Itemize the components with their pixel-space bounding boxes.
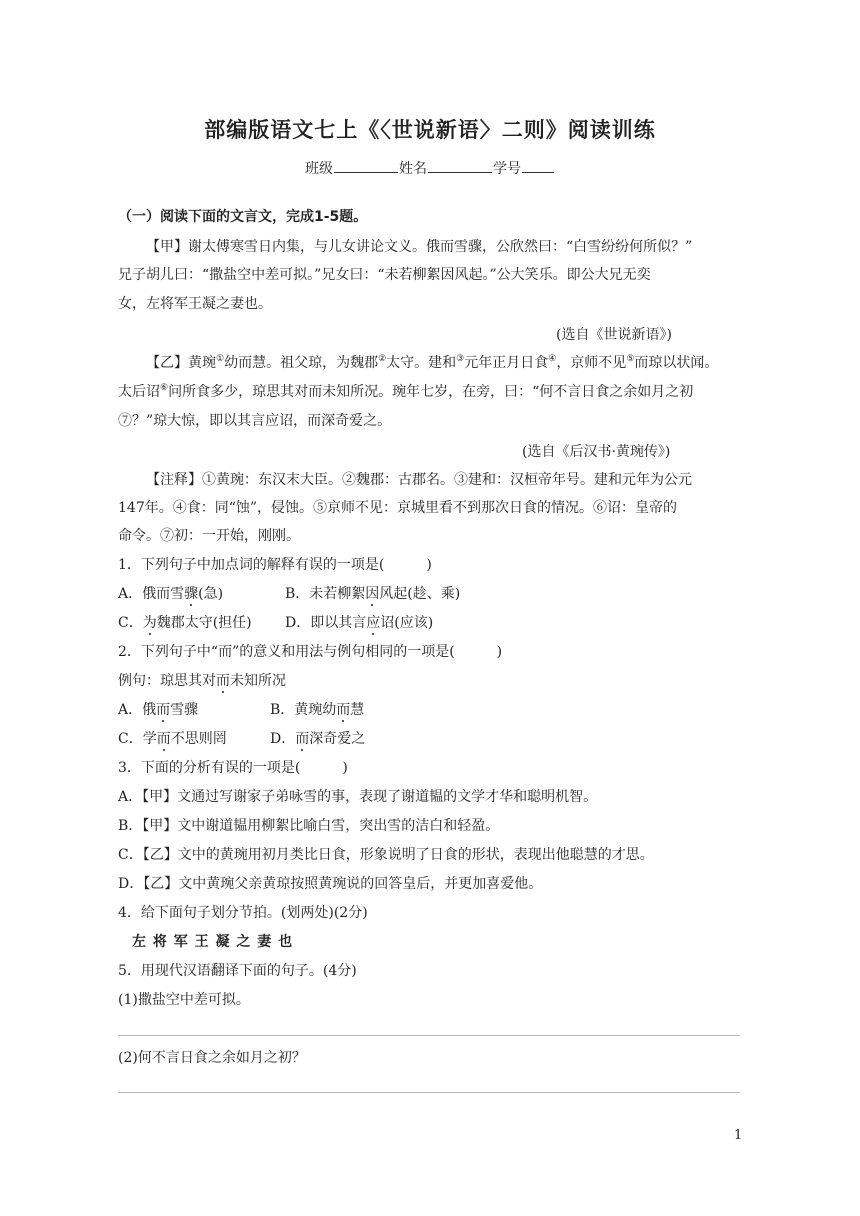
question-5-stem: 5．用现代汉语翻译下面的句子。(4分)	[118, 963, 357, 979]
note-marker: ①	[216, 354, 225, 364]
dotted-word: 而	[216, 673, 230, 689]
question-2-example	[118, 671, 286, 691]
question-3-option-d[interactable]: D．【乙】文中黄琬父亲黄琼按照黄琬说的回答皇后，并更加喜爱他。	[118, 876, 543, 892]
text-run: 未知所况	[230, 673, 286, 689]
question-2-option-b[interactable]	[270, 700, 364, 720]
text-run: B．黄琬幼	[270, 702, 337, 718]
question-3-option-a[interactable]: A．【甲】文通过写谢家子弟咏雪的事，表现了谢道韫的文学才华和聪明机智。	[118, 789, 598, 805]
dotted-word: 而	[295, 731, 310, 747]
passage-yi-source: (选自《后汉书·黄琬传》)	[522, 444, 671, 460]
text-run: D．即以其言	[285, 615, 367, 631]
question-2-stem: 2．下列句子中“而”的意义和用法与例句相同的一项是( )	[118, 644, 503, 660]
notes-line: 147年。④食：同“蚀”，侵蚀。⑤京师不见：京城里看不到那次日食的情况。⑥诏：皇帝的	[118, 500, 678, 516]
question-2-option-c[interactable]	[118, 729, 227, 749]
question-2-option-d[interactable]	[270, 729, 365, 749]
answer-line[interactable]	[118, 1035, 740, 1036]
question-1-stem: 1．下列句子中加点词的解释有误的一项是( )	[118, 557, 432, 573]
question-4-sentence[interactable]: 左 将 军 王 凝 之 妻 也	[132, 934, 294, 950]
note-marker: ③	[456, 354, 465, 364]
passage-jia-line: 女，左将军王凝之妻也。	[118, 296, 272, 312]
passage-jia-line: 【甲】谢太傅寒雪日内集，与儿女讲论文义。俄而雪骤，公欣然曰：“白雪纷纷何所似？”	[146, 239, 693, 255]
class-label: 班级	[305, 161, 333, 177]
passage-jia-line: 兄子胡儿曰：“撒盐空中差可拟。”兄女曰：“未若柳絮因风起。”公大笑乐。即公大兄无奕	[118, 267, 651, 283]
text-run: 魏郡太守(担任)	[156, 615, 252, 631]
question-1-option-a[interactable]	[118, 584, 223, 604]
question-3-option-c[interactable]: C．【乙】文中的黄琬用初月类比日食，形象说明了日食的形状，表现出他聪慧的才思。	[118, 847, 654, 863]
question-4-stem: 4．给下面句子划分节拍。(划两处)(2分)	[118, 905, 368, 921]
page-title: 部编版语文七上《〈世说新语〉二则》阅读训练	[204, 118, 656, 142]
text-run: 而琼以状闻。	[634, 355, 719, 371]
text-run: 深奇爱之	[309, 731, 366, 747]
question-3-option-b[interactable]: B．【甲】文中谢道韫用柳絮比喻白雪，突出雪的洁白和轻盈。	[118, 818, 500, 834]
dotted-word: 而	[156, 731, 171, 747]
text-run: A．俄	[118, 702, 157, 718]
dotted-word: 应	[366, 615, 381, 631]
page-number: 1	[734, 1128, 743, 1143]
text-run: D．	[270, 731, 296, 747]
text-run: B．未若柳絮	[285, 586, 366, 602]
question-2-option-a[interactable]	[118, 700, 198, 720]
text-run: 太守。建和	[386, 355, 457, 371]
passage-yi-line	[146, 353, 718, 373]
text-run: 雪骤	[170, 702, 199, 718]
text-run: 元年正月日食	[464, 355, 549, 371]
question-5-part-2: (2)何不言日食之余如月之初？	[118, 1050, 306, 1066]
note-marker: ②	[378, 354, 387, 364]
section-heading: （一）阅读下面的文言文，完成1-5题。	[118, 209, 368, 225]
text-run: 诏(应该)	[380, 615, 434, 631]
dotted-word: 为	[142, 615, 157, 631]
text-run: 【乙】黄琬	[146, 355, 216, 371]
question-1-option-c[interactable]	[118, 613, 252, 633]
dotted-word: 因	[365, 586, 380, 602]
id-label: 学号	[493, 161, 521, 177]
question-3-stem: 3．下面的分析有误的一项是( )	[118, 760, 348, 776]
text-run: 慧	[350, 702, 365, 718]
note-marker: ⑤	[626, 354, 635, 364]
text-run: 幼而慧。祖父琼，为魏郡	[224, 355, 379, 371]
answer-line[interactable]	[118, 1092, 740, 1093]
student-info-line	[0, 158, 860, 178]
text-run: (急)	[198, 586, 224, 602]
note-marker: ⑥	[160, 383, 169, 393]
text-run: 太后诏	[118, 384, 160, 400]
text-run: ，京师不见	[556, 355, 627, 371]
text-run: C．	[118, 615, 143, 631]
text-run: 风起(趁、乘)	[379, 586, 461, 602]
dotted-word: 骤	[184, 586, 199, 602]
question-1-option-b[interactable]	[285, 584, 460, 604]
notes-line: 命令。⑦初：一开始，刚刚。	[118, 528, 300, 544]
text-run: 不思则罔	[170, 731, 227, 747]
id-blank[interactable]	[522, 158, 554, 173]
notes-line: 【注释】①黄琬：东汉末大臣。②魏郡：古郡名。③建和：汉桓帝年号。建和元年为公元	[146, 472, 692, 488]
class-blank[interactable]	[334, 158, 398, 173]
dotted-word: 而	[336, 702, 351, 718]
text-run: 例句：琼思其对	[118, 673, 216, 689]
question-1-option-d[interactable]	[285, 613, 433, 633]
passage-jia-source: (选自《世说新语》)	[556, 327, 672, 343]
question-5-part-1: (1)撒盐空中差可拟。	[118, 992, 250, 1008]
text-run: 问所食多少，琼思其对而未知所况。琬年七岁，在旁，曰：“何不言日食之余如月之初	[168, 384, 694, 400]
note-marker: ④	[548, 354, 557, 364]
dotted-word: 而	[156, 702, 171, 718]
text-run: C．学	[118, 731, 157, 747]
name-blank[interactable]	[428, 158, 492, 173]
passage-yi-line	[118, 382, 693, 402]
passage-yi-line: ⑦？”琼大惊，即以其言应诏，而深奇爱之。	[118, 413, 392, 429]
text-run: A．俄而雪	[118, 586, 185, 602]
name-label: 姓名	[399, 161, 427, 177]
